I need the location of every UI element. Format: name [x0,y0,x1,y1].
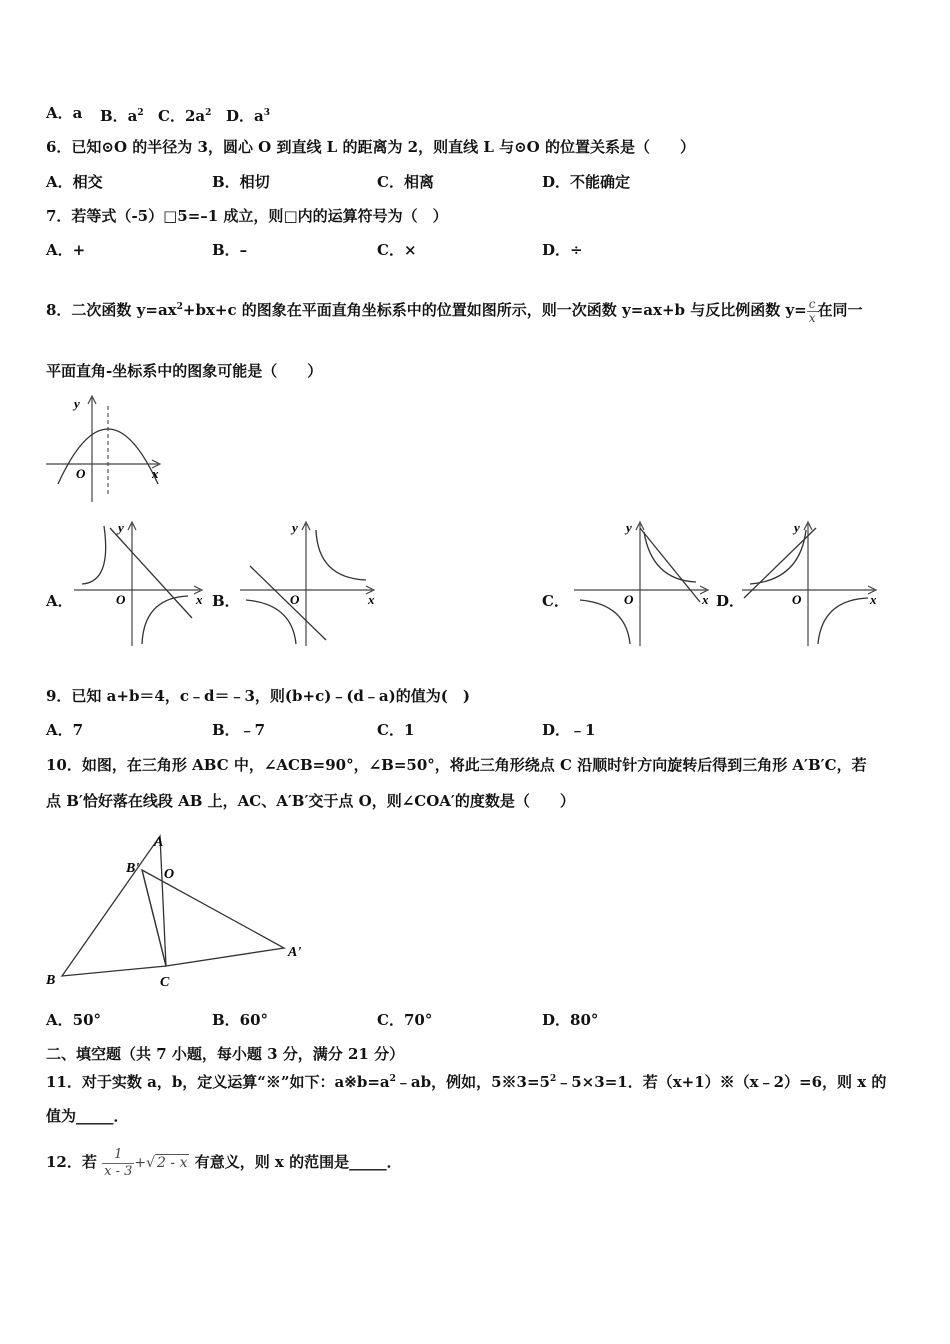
q8-option-b-label: B． [212,592,240,610]
q8-option-d-label: D． [716,592,745,610]
q6-question: 6．已知⊙O 的半径为 3，圆心 O 到直线 L 的距离为 2，则直线 L 与⊙O 的位置关系是（ ） [46,138,695,156]
q10-label-o: O [164,867,175,882]
q8-a-origin-label: O [116,592,126,607]
q11-question [46,1069,886,1092]
q10-option-c: C．70° [377,1011,433,1029]
q5-option-c-sup: 2 [205,108,212,118]
q12-plus: + [134,1155,147,1171]
q9-option-a: A．7 [46,721,84,739]
q8-option-b-graph [238,520,378,648]
q12-suffix: 有意义，则 x 的范围是_____． [194,1153,402,1171]
q8-b-x-label: x [368,592,375,607]
q8-question-line2: 平面直角-坐标系中的图象可能是（ ） [46,362,323,380]
q8-c-origin-label: O [624,592,634,607]
q10-option-b: B．60° [212,1011,269,1029]
q8-text-3: 在同一 [817,301,863,319]
q12-prefix: 12．若 [46,1153,97,1171]
q10-option-a: A．50° [46,1011,102,1029]
q8-option-a-label: A． [46,592,73,610]
q6-option-a: A．相交 [46,173,103,191]
q8-b-hyperbola-branch-1 [316,530,366,580]
q10-question-line2: 点 B′恰好落在线段 AB 上，AC、A′B′交于点 O，则∠COA′的度数是（ ） [46,792,575,810]
q12-fraction [102,1147,134,1180]
q8-parabola-figure [44,394,162,506]
q8-b-y-label: y [292,520,298,535]
q8-c-hyperbola-branch-1 [644,532,696,582]
q10-label-aprime: A' [288,945,302,960]
q8-d-hyperbola-branch-1 [750,530,806,584]
q8-option-a-graph [72,520,206,648]
q8-d-line [744,528,816,598]
q11-question-line2: 值为_____． [46,1107,129,1125]
q8-a-y-label: y [118,520,124,535]
q10-option-d: D．80° [542,1011,599,1029]
q8-c-hyperbola-branch-2 [580,600,630,644]
q6-option-b: B．相切 [212,173,270,191]
q9-option-d: D．﹣1 [542,721,596,739]
q5-option-b-sup: 2 [137,108,144,118]
q8-frac-num: c [807,298,818,312]
q8-fig-origin-label: O [76,466,86,481]
q9-question: 9．已知 a+b＝4，c﹣d＝﹣3，则(b+c)﹣(d﹣a)的值为( ) [46,687,470,705]
q8-c-x-label: x [702,592,709,607]
q8-d-y-label: y [794,520,800,535]
q12-question [46,1142,402,1183]
q5-option-d [226,103,270,126]
q8-option-d-graph [740,520,880,648]
q7-option-a: A．+ [46,241,86,259]
q8-sup: 2 [176,302,183,312]
q8-a-hyperbola-branch-2 [142,596,188,644]
q11-sup-1: 2 [389,1074,396,1084]
q11-text-2: ﹣ab，例如，5※3=5 [395,1073,550,1091]
q8-c-line [640,528,700,602]
q8-d-x-label: x [870,592,877,607]
q11-text-3: ﹣5×3=1．若（x+1）※（x﹣2）=6，则 x 的 [556,1073,887,1091]
q8-fig-x-label: x [152,466,159,481]
q6-option-d: D．不能确定 [542,173,631,191]
q10-label-a: A [154,835,164,850]
q8-fraction-c-over-x [807,298,818,325]
q5-option-c-text: C．2a [158,107,206,125]
q9-option-c: C．1 [377,721,415,739]
q7-option-b: B．– [212,241,248,259]
q8-fig-y-label: y [74,396,80,411]
q5-option-c [158,103,211,126]
q8-d-origin-label: O [792,592,802,607]
q8-option-c-label: C． [542,592,569,610]
q7-option-c: C．× [377,241,417,259]
q11-sup-2: 2 [549,1074,557,1084]
q10-label-c: C [160,975,170,990]
q5-option-d-sup: 3 [263,108,270,118]
q5-option-b [100,103,144,126]
q7-option-d: D．÷ [542,241,583,259]
q11-text-1: 11．对于实数 a，b，定义运算“※”如下：a※b=a [46,1073,390,1091]
q10-label-b: B [46,973,56,988]
q5-option-a: A．a [46,104,83,122]
q7-question: 7．若等式（-5）□5=–1 成立，则□内的运算符号为（ ） [46,207,448,225]
q8-option-c-graph [572,520,712,648]
q12-frac-num: 1 [102,1147,134,1164]
q8-frac-den: x [808,310,816,325]
q10-label-bprime: B' [126,861,140,876]
section2-title: 二、填空题（共 7 小题，每小题 3 分，满分 21 分） [46,1045,405,1063]
q5-option-d-text: D．a [226,107,264,125]
q8-c-y-label: y [626,520,632,535]
q8-text-2: +bx+c 的图象在平面直角坐标系中的位置如图所示，则一次函数 y=ax+b 与反比例函数 y= [182,301,807,319]
q8-d-hyperbola-branch-2 [818,598,868,644]
q8-question [46,286,863,331]
q12-radicand: 2 - x [157,1155,188,1171]
q8-b-hyperbola-branch-2 [246,600,296,644]
q8-text-1: 8．二次函数 y=ax [46,301,177,319]
q10-triangle-figure [40,830,312,996]
q8-b-origin-label: O [290,592,300,607]
q12-frac-den: x - 3 [104,1163,133,1179]
q8-a-x-label: x [196,592,203,607]
q12-sqrt: √ 2 - x [146,1155,188,1171]
q5-option-b-text: B．a [100,107,138,125]
q10-question-line1: 10．如图，在三角形 ABC 中，∠ACB=90°，∠B=50°，将此三角形绕点 C 沿顺时针方向旋转后得到三角形 A′B′C，若 [46,756,867,774]
q8-a-hyperbola-branch-1 [82,526,106,584]
q9-option-b: B．﹣7 [212,721,266,739]
q6-option-c: C．相离 [377,173,434,191]
